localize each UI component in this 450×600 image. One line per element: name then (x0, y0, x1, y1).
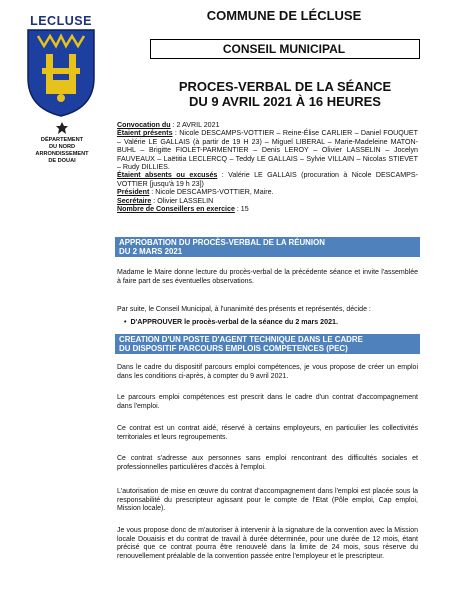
department-line-4: DE DOUAI (48, 158, 76, 164)
president-label: Président (117, 188, 150, 197)
president-value: : Nicole DESCAMPS-VOTTIER, Maire. (149, 188, 274, 197)
approbation-paragraph-2: Par suite, le Conseil Municipal, à l'unanimité des présents et représentés, décide : (117, 306, 371, 313)
approbation-decision (124, 318, 418, 327)
section-approbation-header (115, 237, 420, 257)
convocation-block (117, 121, 418, 213)
absents-line (117, 171, 418, 188)
bullet-icon: • (124, 318, 131, 326)
approbation-decision-text: D'APPROUVER le procès-verbal de la séance du 2 mars 2021. (130, 318, 338, 326)
presents-line (117, 129, 418, 171)
secretaire-value: : Olivier LASSELIN (151, 196, 214, 205)
department-emblem-icon (55, 121, 69, 135)
section-approbation-line-1: APPROBATION DU PROCÈS-VERBAL DE LA RÉUNION (119, 238, 325, 247)
title-line-1: PROCES-VERBAL DE LA SÉANCE (178, 79, 392, 94)
creation-paragraph-4: Ce contrat s'adresse aux personnes sans emploi rencontrant des difficultés sociales et professionnelles particulières d'accès à l'emploi. (117, 455, 418, 471)
nombre-line (117, 205, 418, 213)
creation-paragraph-6: Je vous propose donc de m'autoriser à intervenir à la signature de la convention avec la Mission locale Douaisis et du contrat de travail à durée déterminée, pour une durée de 12 mois, étant précisé que ce contrat pourra être renouvelé dans la limite de 24 mois, sous réserve du renouvellement préalable de la convention passée entre l'employeur et le prescripteur. (117, 527, 418, 560)
commune-logo-text: LECLUSE (30, 14, 92, 28)
absents-value: : Valérie LE GALLAIS (procuration à Nicole DESCAMPS-VOTTIER [jusqu'à 19 h 23]) (117, 171, 419, 188)
president-line (117, 188, 418, 196)
convocation-value: : 2 AVRIL 2021 (170, 121, 220, 129)
department-line-3: ARRONDISSEMENT (35, 151, 89, 157)
section-approbation-line-2: DU 2 MARS 2021 (119, 247, 183, 257)
creation-paragraph-5: L'autorisation de mise en œuvre du contrat d'accompagnement dans l'emploi est placée sous la responsabilité du prescripteur agissant pour le compte de l'Etat (Pôle emploi, Cap emploi, Mission locale). (117, 488, 418, 512)
creation-paragraph-1: Dans le cadre du dispositif parcours emploi compétences, je vous propose de créer un emploi dans les conditions ci-après, à compter du 9 avril 2021. (117, 364, 418, 380)
secretaire-label: Secrétaire (117, 196, 152, 205)
absents-label: Étaient absents ou excusés (117, 171, 218, 180)
nombre-value: : 15 (234, 205, 249, 214)
secretaire-line (117, 197, 418, 205)
department-label (6, 137, 118, 165)
section-creation-line-1: CREATION D'UN POSTE D'AGENT TECHNIQUE DANS LE CADRE (119, 335, 363, 344)
convocation-label: Convocation du (117, 121, 171, 129)
creation-paragraph-2: Le parcours emploi compétences est prescrit dans le cadre d'un contrat d'accompagnement dans l'emploi. (117, 394, 418, 410)
approbation-paragraph-1: Madame le Maire donne lecture du procès-verbal de la précédente séance et invite l'assemblée à faire part de ses éventuelles observations. (117, 269, 418, 285)
presents-value: : Nicole DESCAMPS-VOTTIER – Reine-Élise CARLIER – Daniel FOUQUET – Valérie LE GALLAIS (à partir de 19 H 23) – Miguel LIBERAL – Marie-Madeleine MATON-BUHL – Brigitte FIOLET-PARMENTIER – Denis LEROY – Olivier LASSELIN – Jocelyn FAUVEAUX – Laëtitia LECLERCQ – Teddy LE GALLAIS – Sylvie VILLAIN – Nicolas STIEVET – Rudy DILLIES. (117, 129, 418, 172)
title-line-2: DU 9 AVRIL 2021 À 16 HEURES (189, 94, 381, 109)
department-line-1: DÉPARTEMENT (40, 137, 84, 143)
presents-label: Étaient présents (117, 129, 173, 138)
section-creation-poste-header (115, 334, 420, 354)
proces-verbal-title (130, 79, 440, 109)
creation-paragraph-3: Ce contrat est un contrat aidé, réservé à certains employeurs, en particulier les collectivités territoriales et leurs regroupements. (117, 425, 418, 441)
coat-of-arms-icon (26, 28, 96, 118)
conseil-title: CONSEIL MUNICIPAL (222, 42, 346, 56)
nombre-label: Nombre de Conseillers en exercice (117, 205, 235, 214)
department-line-2: DU NORD (48, 144, 76, 150)
section-creation-line-2: DU DISPOSITIF PARCOURS EMPLOIS COMPETENCES (PEC) (119, 344, 348, 354)
commune-title: COMMUNE DE LÉCLUSE (206, 8, 362, 23)
